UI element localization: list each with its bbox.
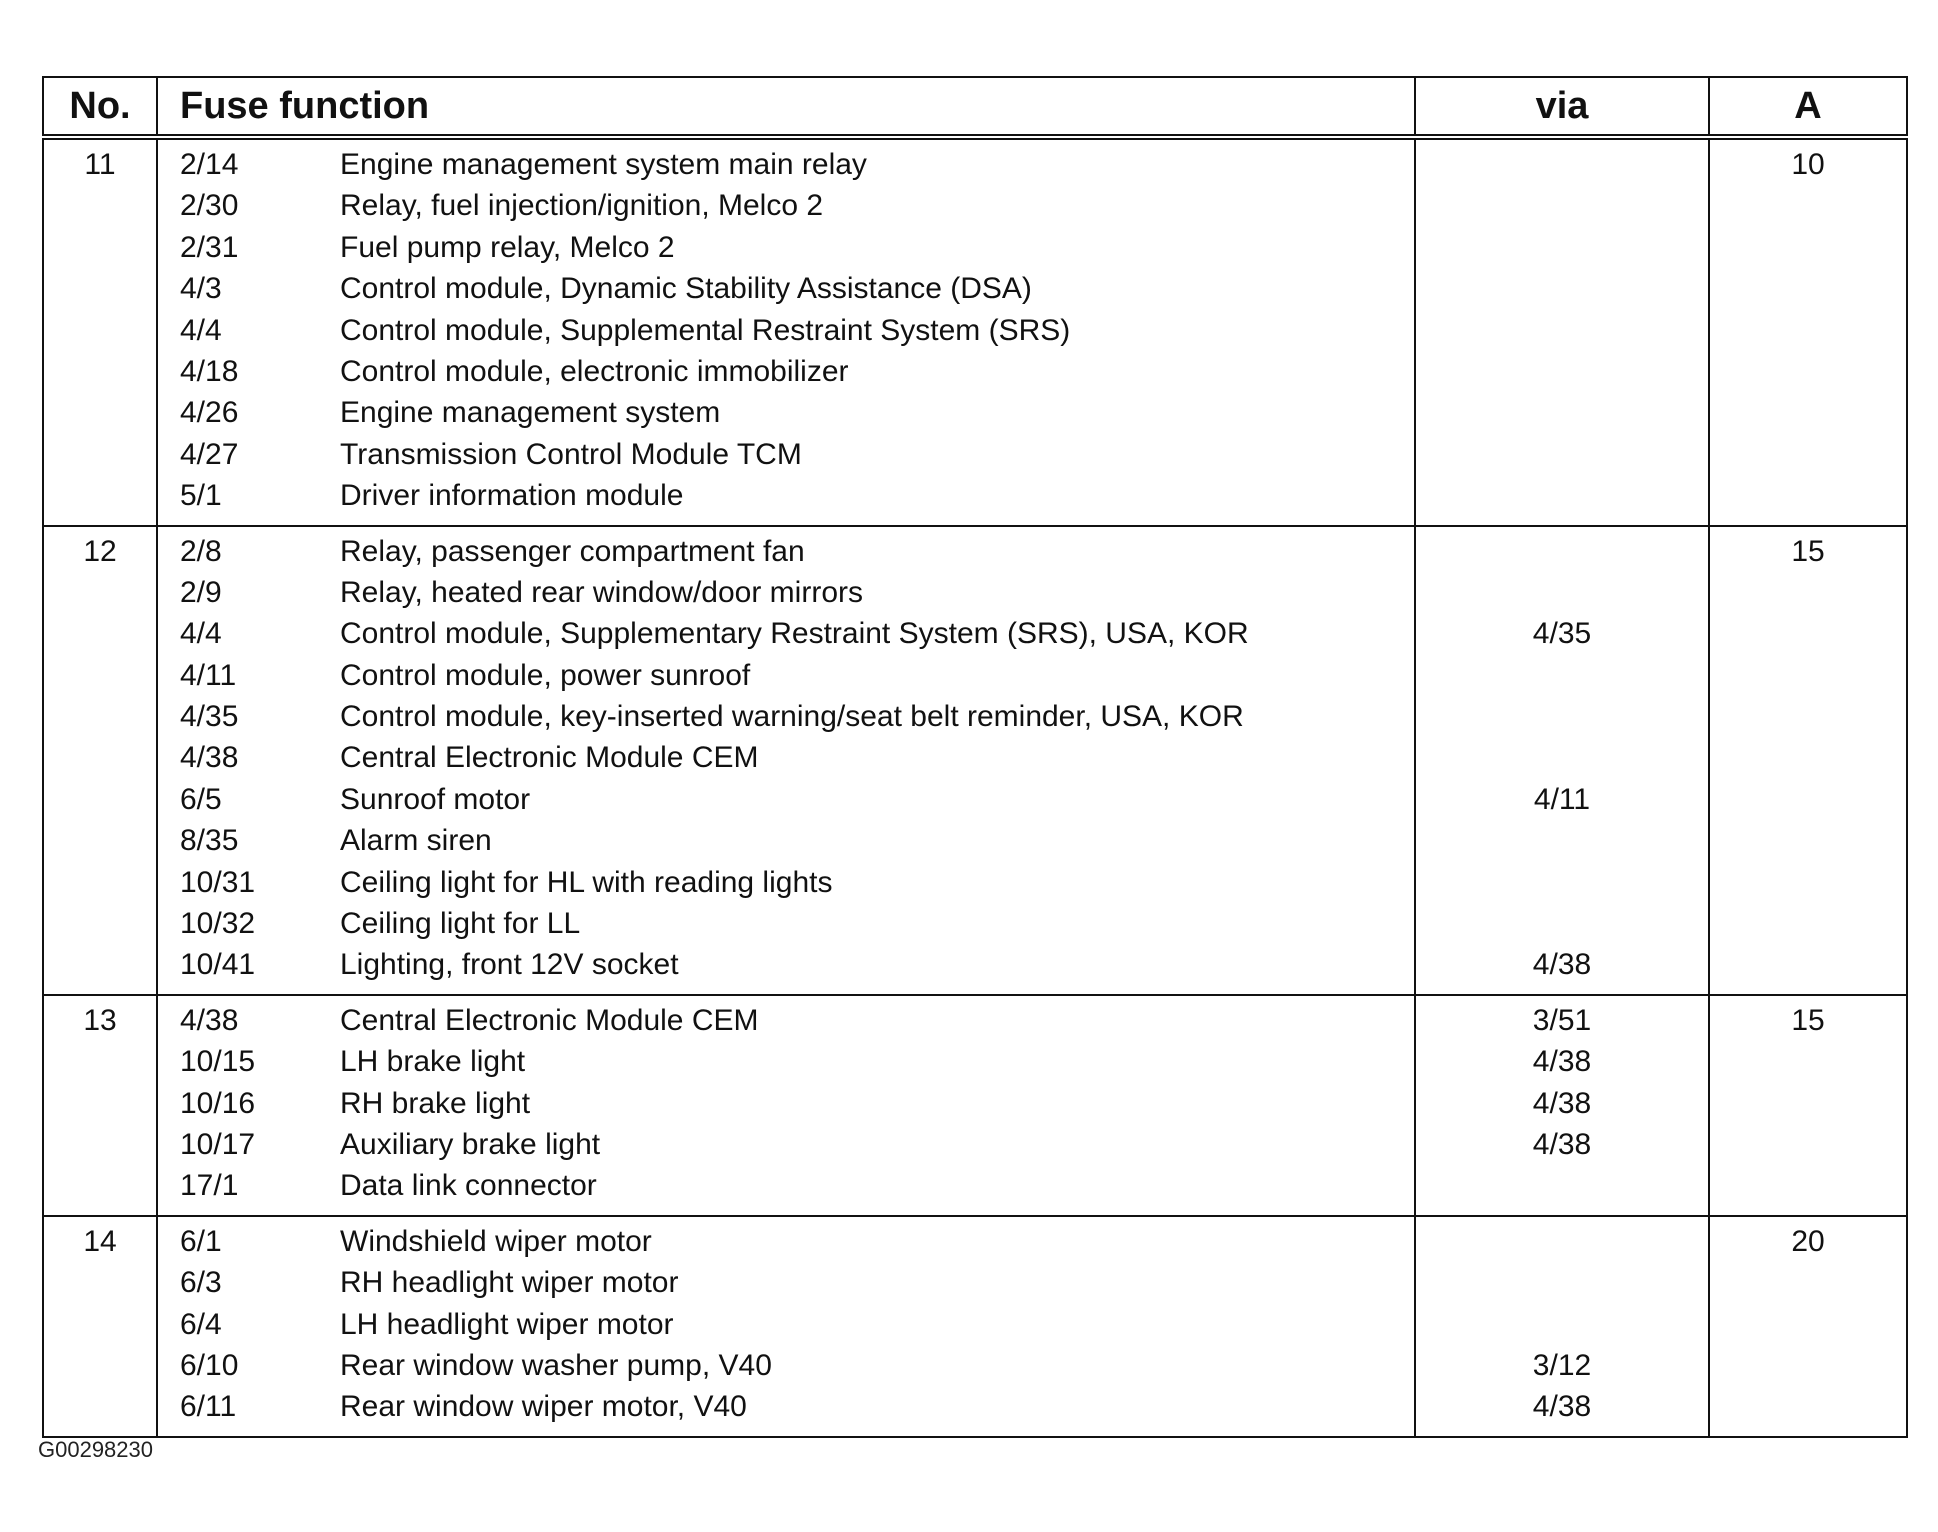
fuse-row: [43, 995, 1907, 1216]
component-line: [158, 310, 1414, 351]
component-description: Control module, power sunroof: [340, 658, 751, 692]
component-line: [158, 944, 1414, 985]
component-number: 6/4: [180, 1307, 222, 1341]
fuse-amperage-value: 15: [1791, 1003, 1825, 1037]
component-line: [158, 862, 1414, 903]
component-number: 10/32: [180, 907, 256, 941]
via-value: [1416, 475, 1708, 516]
via-value: 4/38: [1532, 1086, 1592, 1120]
component-line: [158, 1345, 1414, 1386]
component-description: Fuel pump relay, Melco 2: [340, 230, 675, 264]
fuse-amperage: [1709, 1216, 1907, 1437]
component-description: Control module, key-inserted warning/seat belt reminder, USA, KOR: [340, 700, 1244, 734]
via-value: 4/11: [1533, 782, 1591, 816]
component-number: 2/9: [180, 575, 222, 609]
component-description: Relay, heated rear window/door mirrors: [340, 575, 863, 609]
fuse-function-cell: [157, 137, 1415, 526]
component-description: Data link connector: [340, 1169, 597, 1203]
component-description: RH headlight wiper motor: [340, 1266, 679, 1300]
component-description: Engine management system main relay: [340, 148, 867, 181]
component-number: 6/3: [180, 1266, 222, 1300]
fuse-number-value: 13: [83, 1003, 117, 1037]
component-number: 5/1: [180, 479, 222, 513]
component-line: [158, 392, 1414, 433]
fuse-number-value: 11: [84, 148, 116, 181]
via-value: [1416, 227, 1708, 268]
component-number: 6/5: [180, 782, 222, 816]
fuse-amperage: [1709, 137, 1907, 526]
component-number: 2/31: [180, 230, 239, 264]
component-number: 6/10: [180, 1348, 239, 1382]
component-number: 4/35: [180, 700, 239, 734]
header-amperage: A: [1709, 77, 1907, 137]
component-number: 6/11: [180, 1390, 237, 1424]
via-value: [1416, 1262, 1708, 1303]
header-row: [43, 77, 1907, 137]
component-number: 4/11: [180, 658, 237, 692]
component-number: 10/31: [180, 865, 256, 899]
component-number: 8/35: [180, 824, 239, 858]
component-number: 2/30: [180, 189, 239, 223]
component-line: [158, 1041, 1414, 1082]
fuse-row: [43, 1216, 1907, 1437]
via-value: [1416, 310, 1708, 351]
component-line: [158, 779, 1414, 820]
fuse-group: [43, 137, 1907, 526]
fuse-amperage-value: 20: [1791, 1224, 1825, 1258]
via-value: 4/38: [1532, 1045, 1592, 1079]
via-value: [1416, 572, 1708, 613]
component-number: 4/38: [180, 1003, 239, 1037]
component-number: 10/16: [180, 1086, 256, 1120]
fuse-number-value: 14: [83, 1224, 117, 1258]
fuse-row: [43, 137, 1907, 526]
component-line: [158, 144, 1414, 185]
via-value: [1416, 1304, 1708, 1345]
component-line: [158, 1262, 1414, 1303]
via-value: [1416, 655, 1708, 696]
component-line: [158, 696, 1414, 737]
component-description: Central Electronic Module CEM: [340, 1003, 759, 1037]
via-value: [1416, 268, 1708, 309]
component-line: [158, 1165, 1414, 1206]
component-line: [158, 1000, 1414, 1041]
component-line: [158, 613, 1414, 654]
component-number: 4/4: [180, 617, 222, 651]
component-number: 6/1: [180, 1224, 222, 1258]
via-value: 3/51: [1532, 1003, 1592, 1037]
fuse-amperage-value: 15: [1791, 534, 1825, 568]
via-value: [1416, 434, 1708, 475]
component-line: [158, 351, 1414, 392]
via-value: [1416, 903, 1708, 944]
component-description: Windshield wiper motor: [340, 1224, 652, 1258]
component-description: Control module, electronic immobilizer: [340, 354, 849, 388]
component-line: [158, 227, 1414, 268]
component-line: [158, 475, 1414, 516]
component-line: [158, 531, 1414, 572]
via-value: [1416, 351, 1708, 392]
via-value: 4/35: [1532, 617, 1592, 651]
component-number: 2/14: [180, 148, 239, 181]
via-value: 4/38: [1532, 1127, 1592, 1161]
component-line: [158, 1386, 1414, 1427]
component-line: [158, 903, 1414, 944]
component-number: 10/17: [180, 1127, 256, 1161]
component-description: Rear window washer pump, V40: [340, 1348, 772, 1382]
fuse-function-cell: [157, 1216, 1415, 1437]
component-description: Ceiling light for HL with reading lights: [340, 865, 833, 899]
header-no: No.: [43, 77, 157, 137]
component-line: [158, 820, 1414, 861]
component-description: Alarm siren: [340, 824, 492, 858]
component-description: Transmission Control Module TCM: [340, 437, 802, 471]
fuse-number: [43, 1216, 157, 1437]
component-description: Control module, Supplemental Restraint System (SRS): [340, 313, 1071, 347]
header-via: via: [1415, 77, 1709, 137]
via-cell: [1415, 526, 1709, 995]
via-cell: [1415, 995, 1709, 1216]
via-value: [1416, 392, 1708, 433]
component-line: [158, 1221, 1414, 1262]
component-description: Central Electronic Module CEM: [340, 741, 759, 775]
component-description: Control module, Supplementary Restraint System (SRS), USA, KOR: [340, 617, 1249, 651]
component-number: 2/8: [180, 534, 222, 568]
component-description: Auxiliary brake light: [340, 1127, 601, 1161]
component-line: [158, 434, 1414, 475]
component-line: [158, 1304, 1414, 1345]
via-cell: [1415, 137, 1709, 526]
component-number: 4/4: [180, 313, 222, 347]
via-value: [1416, 737, 1708, 778]
header-fuse-function: Fuse function: [157, 77, 1415, 137]
via-value: [1416, 862, 1708, 903]
fuse-number: [43, 526, 157, 995]
via-cell: [1415, 1216, 1709, 1437]
figure-id: G00298230: [38, 1437, 153, 1462]
fuse-table: [42, 76, 1908, 1438]
fuse-function-cell: [157, 526, 1415, 995]
component-line: [158, 1083, 1414, 1124]
component-description: RH brake light: [340, 1086, 531, 1120]
via-value: [1416, 820, 1708, 861]
component-number: 4/26: [180, 396, 239, 430]
component-description: Engine management system: [340, 396, 721, 430]
fuse-row: [43, 526, 1907, 995]
via-value: [1416, 1165, 1708, 1206]
component-description: Control module, Dynamic Stability Assistance (DSA): [340, 272, 1032, 306]
component-line: [158, 737, 1414, 778]
via-value: [1416, 1221, 1708, 1262]
fuse-amperage-value: 10: [1791, 148, 1825, 181]
via-value: [1416, 185, 1708, 226]
fuse-function-cell: [157, 995, 1415, 1216]
component-number: 4/18: [180, 354, 239, 388]
via-value: [1416, 696, 1708, 737]
component-line: [158, 572, 1414, 613]
component-description: Lighting, front 12V socket: [340, 948, 679, 982]
component-description: Ceiling light for LL: [340, 907, 581, 941]
component-number: 4/3: [180, 272, 222, 306]
via-value: 4/38: [1532, 948, 1592, 982]
component-description: LH brake light: [340, 1045, 526, 1079]
fuse-number-value: 12: [83, 534, 117, 568]
fuse-group: [43, 1216, 1907, 1437]
via-value: 4/38: [1532, 1390, 1592, 1424]
component-description: Rear window wiper motor, V40: [340, 1390, 747, 1424]
component-number: 10/15: [180, 1045, 256, 1079]
component-description: LH headlight wiper motor: [340, 1307, 674, 1341]
component-line: [158, 1124, 1414, 1165]
fuse-amperage: [1709, 526, 1907, 995]
fuse-number: [43, 995, 157, 1216]
component-number: 4/38: [180, 741, 239, 775]
component-line: [158, 268, 1414, 309]
component-number: 4/27: [180, 437, 239, 471]
fuse-number: [43, 137, 157, 526]
via-value: 3/12: [1532, 1348, 1592, 1382]
fuse-amperage: [1709, 995, 1907, 1216]
component-description: Driver information module: [340, 479, 684, 513]
component-number: 10/41: [180, 948, 256, 982]
component-line: [158, 655, 1414, 696]
fuse-group: [43, 995, 1907, 1216]
component-line: [158, 185, 1414, 226]
component-description: Sunroof motor: [340, 782, 531, 816]
component-description: Relay, fuel injection/ignition, Melco 2: [340, 189, 824, 223]
component-number: 17/1: [180, 1169, 239, 1203]
component-description: Relay, passenger compartment fan: [340, 534, 805, 568]
via-value: [1416, 144, 1708, 185]
fuse-group: [43, 526, 1907, 995]
via-value: [1416, 531, 1708, 572]
